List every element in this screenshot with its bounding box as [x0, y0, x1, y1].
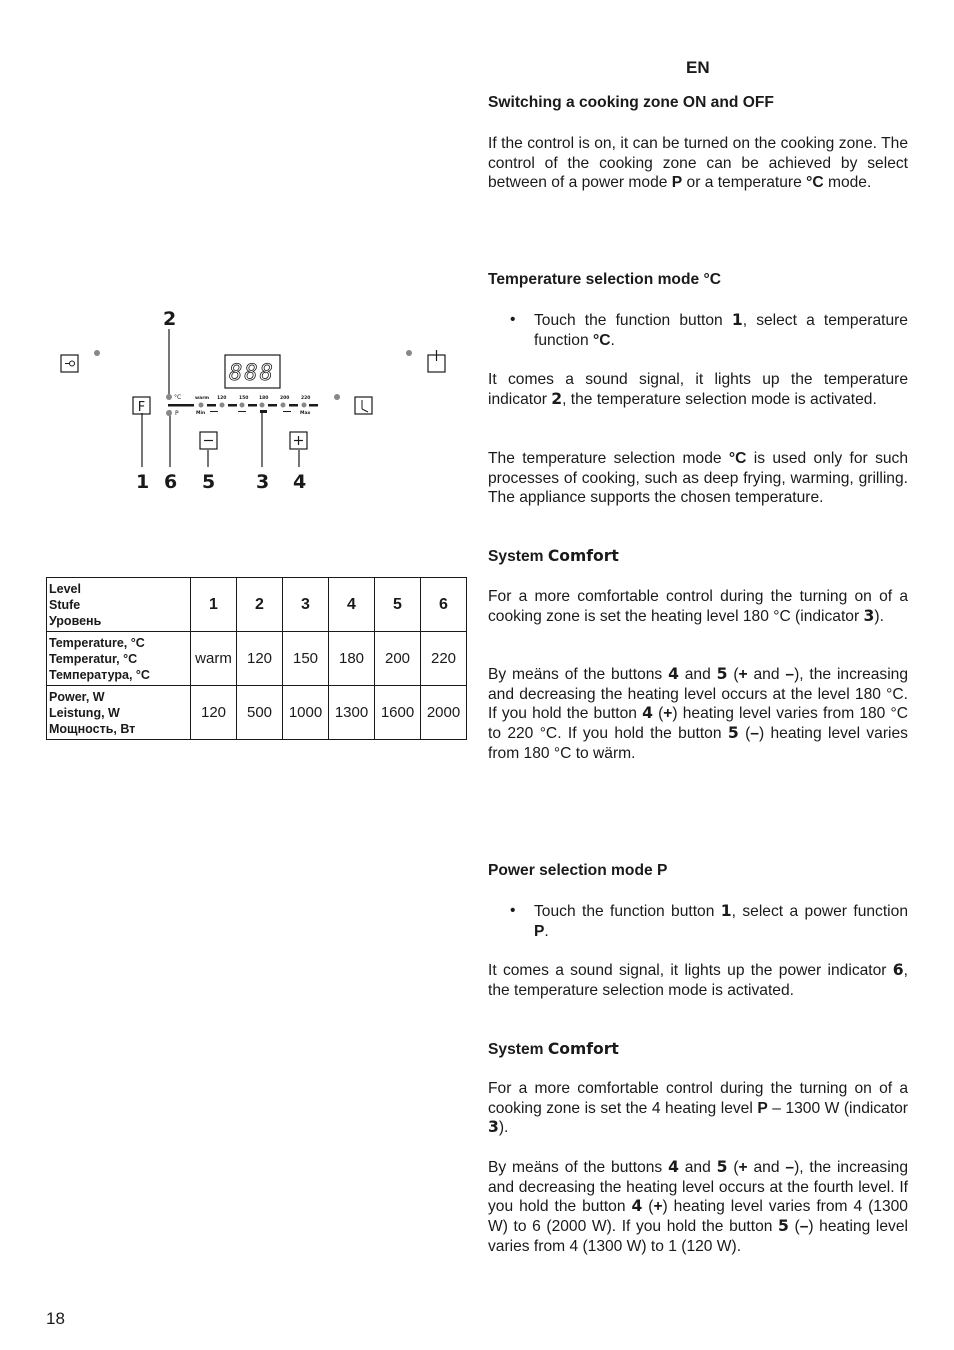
level-table: [46, 577, 467, 740]
lock-indicator-dot: [94, 350, 100, 356]
table-cell: warm: [191, 632, 237, 686]
table-cell: 220: [421, 632, 467, 686]
heading-system-comfort-1: [488, 547, 619, 566]
bold-term: P: [534, 922, 545, 940]
paragraph-switching: If the control is on, it can be turned on the cooking zone. The control of the cooking zone can be achieved by select between of a power mode P or a temperature °C mode.: [488, 135, 908, 192]
power-label: P: [175, 410, 179, 417]
reference-number: 4: [668, 1158, 679, 1176]
power-on-off-icon: [406, 350, 445, 372]
paragraph-comfort-2a: For a more comfortable control during the turning on of a cooking zone is set the 4 heating level P – 1300 W (indicator 3).: [488, 1080, 909, 1137]
timer-icon: [355, 397, 372, 414]
callout-2: 2: [163, 308, 177, 330]
callout-3: 3: [256, 471, 270, 493]
bold-term: +: [738, 666, 748, 683]
paragraph-temp-usage: The temperature selection mode °C is used only for such processes of cooking, such as deep frying, warming, grilling. The appliance supports the chosen temperature.: [488, 450, 909, 507]
scale-max: Max: [300, 411, 311, 416]
paragraph-temp-indicator: It comes a sound signal, it lights up the temperature indicator 2, the temperature selection mode is activated.: [488, 371, 908, 408]
bullet-temperature-function: Touch the function button 1, select a temperature function °C.: [534, 311, 908, 349]
key-lock-icon: [61, 355, 78, 372]
reference-number: 3: [488, 1118, 499, 1137]
reference-number: 5: [778, 1217, 789, 1236]
table-row-power: [47, 686, 467, 740]
reference-number: 5: [716, 1158, 728, 1176]
language-label: EN: [686, 58, 710, 77]
table-cell: 120: [191, 686, 237, 740]
table-cell: 2000: [421, 686, 467, 740]
table-cell: 200: [375, 632, 421, 686]
table-cell: 4: [329, 578, 375, 632]
scale-warm: warm: [195, 396, 210, 401]
comfort-word: Comfort: [547, 547, 619, 565]
table-cell: 1600: [375, 686, 421, 740]
table-cell: 2: [237, 578, 283, 632]
bold-term: –: [750, 725, 759, 743]
label-line: Leistung, W: [49, 705, 120, 720]
table-row-level: [47, 578, 467, 632]
temperature-label-cell: [47, 632, 191, 686]
comfort-word: Comfort: [547, 1040, 619, 1058]
label-line: Power, W: [49, 689, 105, 704]
control-panel-diagram: [40, 300, 460, 500]
label-line: Мощность, Вт: [49, 721, 136, 736]
reference-number: 5: [716, 665, 728, 683]
table-cell: 6: [421, 578, 467, 632]
reference-number: 3: [863, 606, 875, 625]
page-number: 18: [46, 1309, 65, 1328]
comfort-prefix: System: [488, 548, 548, 565]
bold-term: +: [738, 1159, 748, 1176]
reference-number: 6: [892, 961, 904, 979]
scale-200: 200: [280, 396, 290, 401]
bold-term: +: [653, 1198, 663, 1216]
table-cell: 5: [375, 578, 421, 632]
power-label-cell: [47, 686, 191, 740]
bold-term: –: [799, 1218, 809, 1236]
paragraph-comfort-1a: For a more comfortable control during the turning on of a cooking zone is set the heating level 180 °C (indicator 3).: [488, 588, 908, 625]
scale-120: 120: [217, 396, 227, 401]
timer-indicator: [334, 394, 340, 400]
reference-number: 4: [642, 704, 653, 723]
reference-number: 1: [731, 311, 743, 329]
bold-term: +: [663, 705, 673, 723]
label-line: Temperature, °C: [49, 635, 145, 650]
heading-system-comfort-2: [488, 1040, 619, 1059]
celsius-indicator: [166, 394, 172, 400]
bullet-power-function: Touch the function button 1, select a power function P.: [534, 902, 908, 940]
callout-4: 4: [293, 471, 307, 493]
reference-number: 4: [668, 665, 679, 683]
reference-number: 1: [720, 902, 732, 920]
paragraph-comfort-1b: By meäns of the buttons 4 and 5 (+ and –), the increasing and decreasing the heating level occurs at the level 180 °C. If you hold the button 4 (+) heating level varies from 180 °C to 220 °C. If you hold the button 5 (–) heating level varies from 180 °C to wärm.: [488, 665, 909, 762]
paragraph-power-indicator: It comes a sound signal, it lights up the power indicator 6, the temperature selection mode is activated.: [488, 961, 908, 999]
reference-number: 4: [631, 1197, 643, 1216]
bullet-dot: •: [510, 902, 516, 919]
table-cell: 500: [237, 686, 283, 740]
bold-term: °C: [728, 450, 747, 467]
power-indicator: [166, 410, 172, 416]
table-cell: 180: [329, 632, 375, 686]
table-row-temperature: [47, 632, 467, 686]
scale-220: 220: [301, 396, 311, 401]
label-line: Stufe: [49, 597, 81, 612]
comfort-prefix: System: [488, 1041, 548, 1058]
label-line: Temperatur, °C: [49, 651, 138, 666]
bold-term: P: [671, 174, 683, 192]
bold-term: °C: [806, 174, 824, 192]
reference-number: 2: [551, 389, 563, 408]
table-cell: 150: [283, 632, 329, 686]
table-cell: 1300: [329, 686, 375, 740]
callout-5: 5: [202, 471, 216, 493]
table-cell: 120: [237, 632, 283, 686]
f-label: F: [137, 400, 146, 415]
callout-6: 6: [164, 471, 178, 493]
celsius-label: °C: [174, 394, 182, 401]
scale-150: 150: [239, 396, 249, 401]
table-cell: 3: [283, 578, 329, 632]
reference-number: 5: [727, 724, 739, 743]
scale-180: 180: [259, 396, 269, 401]
paragraph-comfort-2b: By meäns of the buttons 4 and 5 (+ and –), the increasing and decreasing the heating level occurs at the fourth level. If you hold the button 4 (+) heating level varies from 4 (1300 W) to 6 (2000 W). If you hold the button 5 (–) heating level varies from 4 (1300 W) to 1 (120 W).: [488, 1158, 909, 1255]
heading-temperature-mode: Temperature selection mode °C: [488, 271, 721, 288]
heading-switching: Switching a cooking zone ON and OFF: [488, 94, 774, 111]
table-cell: 1: [191, 578, 237, 632]
plus-icon: [294, 436, 303, 445]
heading-power-mode: Power selection mode P: [488, 862, 668, 879]
level-label-cell: [47, 578, 191, 632]
table-cell: 1000: [283, 686, 329, 740]
label-line: Уровень: [49, 613, 102, 628]
display-digits: 888: [229, 361, 275, 386]
label-line: Level: [49, 581, 81, 596]
bullet-dot: •: [510, 311, 516, 328]
bold-term: –: [785, 1159, 795, 1176]
bold-term: –: [785, 666, 795, 683]
callout-1: 1: [136, 471, 150, 493]
bold-term: P: [757, 1099, 768, 1117]
label-line: Температура, °C: [49, 667, 150, 682]
bold-term: °C: [592, 331, 611, 349]
scale-min: Min: [196, 411, 206, 416]
